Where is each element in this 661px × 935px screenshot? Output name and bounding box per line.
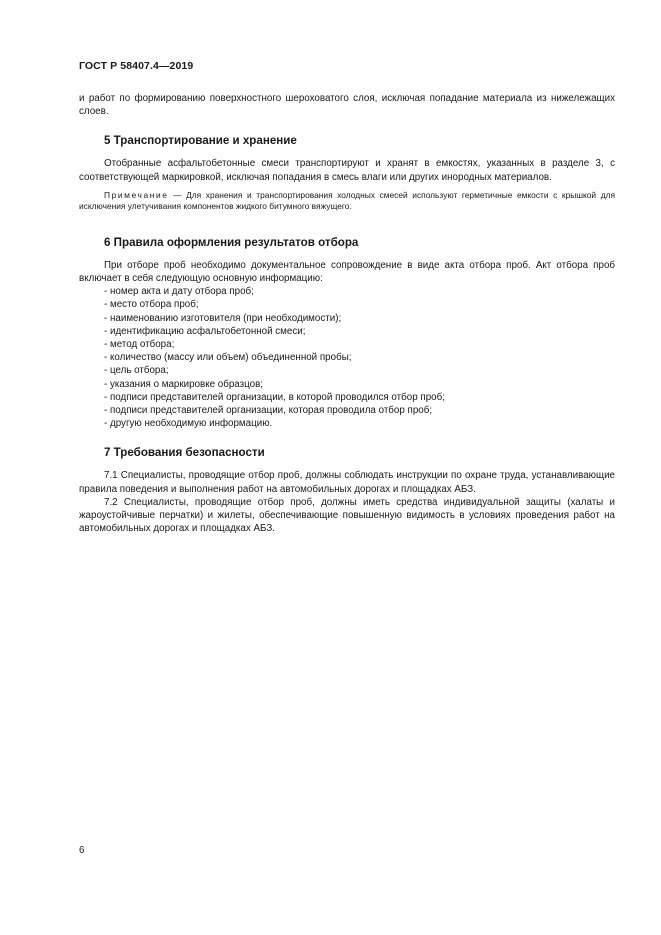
list-item: - место отбора проб;	[104, 298, 615, 311]
list-item: - идентификацию асфальтобетонной смеси;	[104, 325, 615, 338]
note-text: — Для хранения и транспортирования холодных смесей используют герметичные емкости с крышкой для исключения улетучивания компонентов жидкого битумного вяжущего.	[79, 189, 615, 212]
note-label: Примечание	[104, 189, 169, 200]
list-item: - указания о маркировке образцов;	[104, 378, 615, 391]
section-5-paragraph: Отобранные асфальтобетонные смеси транспортируют и хранят в емкостях, указанных в разделе 3, с соответствующей маркировкой, исключая попадания в смесь влаги или других инородных материалов.	[79, 158, 615, 183]
section-7-1-paragraph: 7.1 Специалисты, проводящие отбор проб, должны соблюдать инструкции по охране труда, устанавливающие правила поведения и выполнения работ на автомобильных дорогах и площадках АБЗ.	[79, 470, 615, 495]
list-item: - подписи представителей организации, которая проводила отбор проб;	[104, 404, 615, 417]
page-number: 6	[79, 845, 85, 856]
list-item: - номер акта и дату отбора проб;	[104, 285, 615, 298]
section-7-2-paragraph: 7.2 Специалисты, проводящие отбор проб, должны иметь средства индивидуальной защиты (халаты и жароустойчивые перчатки) и жилеты, обеспечивающие повышенную видимость в условиях проведения работ на автомобильных дорогах и площадках АБЗ.	[79, 496, 615, 535]
list-item: - другую необходимую информацию.	[104, 417, 615, 430]
section-7-title: 7 Требования безопасности	[104, 446, 265, 460]
section-5-note	[79, 190, 615, 213]
intro-continuation: и работ по формированию поверхностного шероховатого слоя, исключая попадание материала из нижележащих слоев.	[79, 93, 615, 118]
list-item: - количество (массу или объем) объединенной пробы;	[104, 351, 615, 364]
list-item: - цель отбора;	[104, 364, 615, 377]
list-item: - наименованию изготовителя (при необходимости);	[104, 312, 615, 325]
section-6-title: 6 Правила оформления результатов отбора	[104, 235, 359, 249]
document-code: ГОСТ Р 58407.4—2019	[79, 60, 194, 72]
section-6-list	[79, 285, 615, 430]
section-5-title: 5 Транспортирование и хранение	[104, 134, 297, 148]
document-body	[79, 92, 615, 535]
list-item: - подписи представителей организации, в которой проводился отбор проб;	[104, 391, 615, 404]
list-item: - метод отбора;	[104, 338, 615, 351]
section-6-paragraph: При отборе проб необходимо документальное сопровождение в виде акта отбора проб. Акт отбора проб включает в себя следующую основную информацию:	[79, 259, 615, 285]
